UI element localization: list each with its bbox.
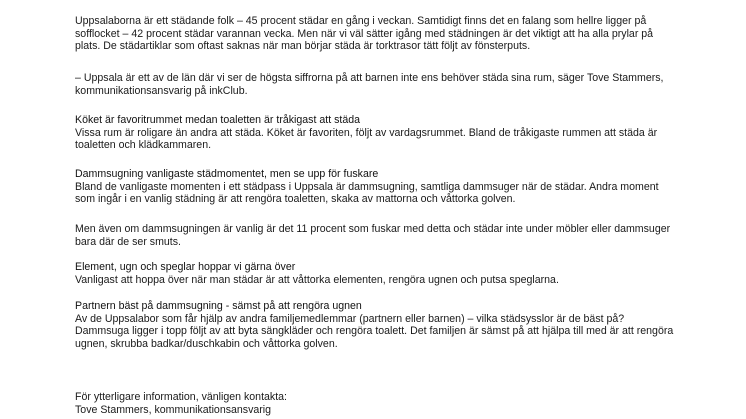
contact-intro: För ytterligare information, vänligen kontakta: xyxy=(75,391,287,403)
section-partner xyxy=(75,300,675,350)
section-body: Av de Uppsalabor som får hjälp av andra familjemedlemmar (partnern eller barnen) – vilka städsysslor är de bäst på? Dammsuga ligger i topp följt av att byta sängkläder och rengöra toalett. Det familjen är sämst på att hjälpa till med är att rengöra ugnen, skrubba badkar/duschkabin och våttorka golven. xyxy=(75,312,674,350)
intro-paragraph: Uppsalaborna är ett städande folk – 45 procent städar en gång i veckan. Samtidigt finns det en falang som hellre ligger på sofflocket – 42 procent städar varannan vecka. Men när vi väl sätter igång med städningen är det viktigt att ha alla prylar på plats. De städartiklar som oftast saknas när man börjar städa är torktrasor tätt följt av fönsterputs. xyxy=(75,15,654,53)
contact-person: Tove Stammers, kommunikationsansvarig xyxy=(75,403,272,416)
section-vacuum xyxy=(75,168,675,206)
section-heading: Partnern bäst på dammsugning - sämst på att rengöra ugnen xyxy=(75,300,362,312)
section-body: Vanligast att hoppa över när man städar är att våttorka elementen, rengöra ugnen och putsa speglarna. xyxy=(75,273,559,286)
section-heading: Element, ugn och speglar hoppar vi gärna över xyxy=(75,261,296,273)
section-body: Bland de vanligaste momenten i ett städpass i Uppsala är dammsugning, samtliga dammsuger när de städar. Andra moment som ingår i en vanlig städning är att rengöra toaletten, skaka av mattorna och våttorka golven. xyxy=(75,180,659,206)
vacuum-extra-paragraph: Men även om dammsugningen är vanlig är det 11 procent som fuskar med detta och städar inte under möbler eller dammsuger bara där de ser smuts. xyxy=(75,223,671,248)
section-body: Vissa rum är roligare än andra att städa. Köket är favoriten, följt av vardagsrummet. Bland de tråkigaste rummen att städa är toaletten och klädkammaren. xyxy=(75,126,658,152)
section-heading: Dammsugning vanligaste städmomentet, men se upp för fuskare xyxy=(75,168,379,180)
section-skip xyxy=(75,261,675,286)
section-heading: Köket är favoritrummet medan toaletten är tråkigast att städa xyxy=(75,114,360,126)
section-kitchen xyxy=(75,114,675,152)
quote-paragraph: – Uppsala är ett av de län där vi ser de högsta siffrorna på att barnen inte ens behöver städa sina rum, säger Tove Stammers, kommunikationsansvarig på inkClub. xyxy=(75,72,664,97)
contact-block xyxy=(75,391,675,416)
